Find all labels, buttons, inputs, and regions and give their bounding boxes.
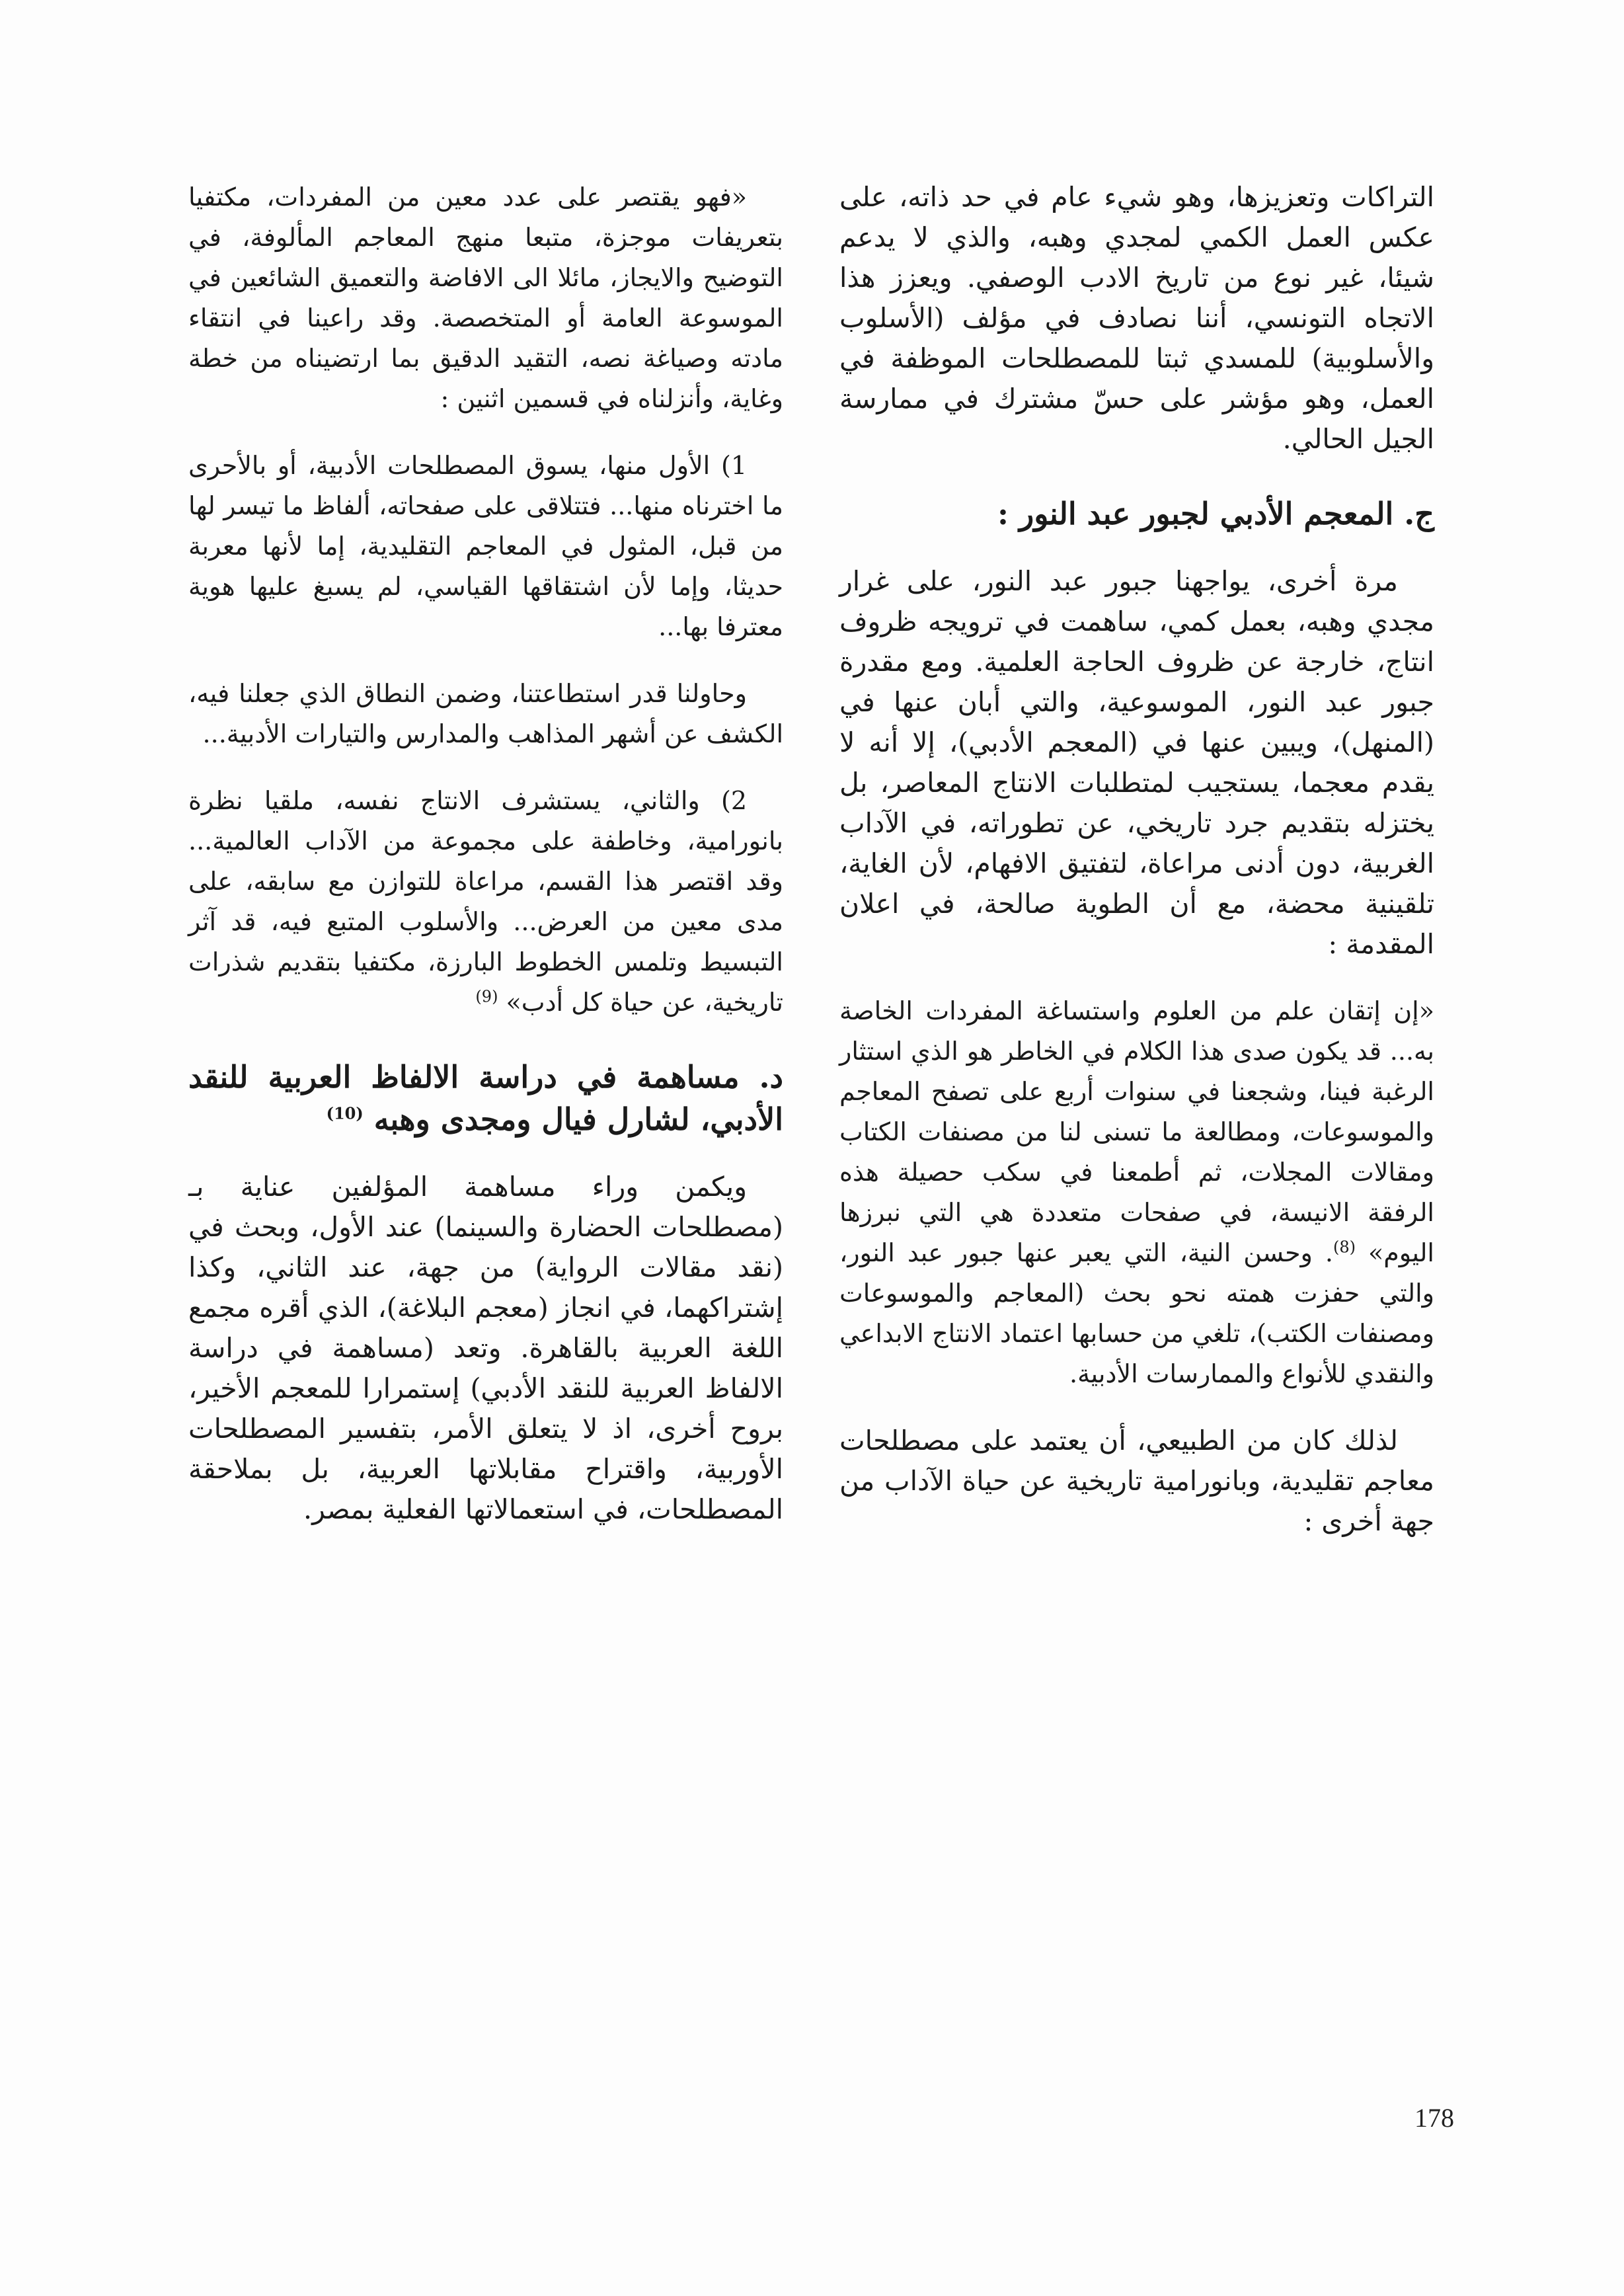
block-quote: 1) الأول منها، يسوق المصطلحات الأدبية، أو بالأحرى ما اخترناه منها... فتتلاقى على صفحاته، ألفاظ ما تيسر لها من قبل، المثول في المعاجم التقليدية، إما لأنها معربة حديثا، وإما لأن اشتقاقها القياسي، لم يسبغ عليها هوية معترفا بها... — [188, 451, 783, 641]
section-heading — [188, 1056, 783, 1140]
quote-text: «إن إتقان علم من العلوم واستساغة المفردات الخاصة به... قد يكون صدى هذا الكلام في الخاطر هو الذي استثار الرغبة فينا، وشجعنا في سنوات أربع على تصفح المعاجم والموسوعات، ومطالعة ما تسنى لنا من مصنفات الكتاب ومقالات المجلات، ثم أطمعنا في سكب حصيلة هذه الرفقة الانيسة، في صفحات متعددة هي التي نبرزها اليوم» — [839, 996, 1434, 1267]
section-heading: ج. المعجم الأدبي لجبور عبد النور : — [997, 496, 1434, 532]
footnote-ref: (10) — [326, 1103, 364, 1123]
page-number: 178 — [1414, 2103, 1454, 2133]
heading-text: د. مساهمة في دراسة الالفاظ العربية للنقد الأدبي، لشارل فيال ومجدى وهبه — [188, 1059, 783, 1137]
paragraph: لذلك كان من الطبيعي، أن يعتمد على مصطلحات معاجم تقليدية، وبانورامية تاريخية عن حياة الآداب من جهة أخرى : — [839, 1425, 1434, 1537]
paragraph: ويكمن وراء مساهمة المؤلفين عناية بـ (مصطلحات الحضارة والسينما) عند الأول، وبحث في (نقد مقالات الرواية) من جهة، عند الثاني، وكذا إشتراكهما، في انجاز (معجم البلاغة)، الذي أقره مجمع اللغة العربية بالقاهرة. وتعد (مساهمة في دراسة الالفاظ العربية للنقد الأدبي) إستمرارا للمعجم الأخير، بروح أخرى، اذ لا يتعلق الأمر، بتفسير المصطلحات الأوربية، واقتراح مقابلاتها العربية، بل بملاحقة المصطلحات، في استعمالاتها الفعلية بمصر. — [188, 1171, 783, 1525]
quote-continuation: . وحسن النية، التي يعبر عنها جبور عبد النور، والتي حفزت همته نحو بحث (المعاجم والموسوعات ومصنفات الكتب)، تلغي من حسابها اعتماد الانتاج الابداعي والنقدي للأنواع والممارسات الأدبية. — [839, 1238, 1434, 1388]
footnote-ref: (8) — [1333, 1238, 1356, 1257]
paragraph: مرة أخرى، يواجهنا جبور عبد النور، على غرار مجدي وهبه، بعمل كمي، ساهمت في ترويجه ظروف انتاج، خارجة عن ظروف الحاجة العلمية. ومع مقدرة جبور عبد النور، الموسوعية، والتي أبان عنها في (المنهل)، ويبين عنها في (المعجم الأدبي)، إلا أنه لا يقدم معجما، يستجيب لمتطلبات الانتاج المعاصر، بل يختزله بتقديم جرد تاريخي، عن تطوراته، في الآداب الغربية، دون أدنى مراعاة، لتفتيق الافهام، لأن الغاية، تلقينية محضة، مع أن الطوية صالحة، في اعلان المقدمة : — [839, 565, 1434, 960]
block-quote — [188, 781, 783, 1023]
quote-text: 2) والثاني، يستشرف الانتاج نفسه، ملقيا نظرة بانورامية، وخاطفة على مجموعة من الآداب العالمية... وقد اقتصر هذا القسم، مراعاة للتوازن مع سابقه، على مدى معين من العرض... والأسلوب المتبع فيه، قد آثر التبسيط وتلمس الخطوط البارزة، مكتفيا بتقديم شذرات تاريخية، عن حياة كل أدب» — [188, 786, 783, 1017]
block-quote: «فهو يقتصر على عدد معين من المفردات، مكتفيا بتعريفات موجزة، متبعا منهج المعاجم المألوفة، في التوضيح والايجاز، مائلا الى الافاضة والتعميق الشائعين في الموسوعة العامة أو المتخصصة. وقد راعينا في انتقاء مادته وصياغة نصه، التقيد الدقيق بما ارتضيناه من خطة وغاية، وأنزلناه في قسمين اثنين : — [188, 182, 783, 413]
paragraph: التراكات وتعزيزها، وهو شيء عام في حد ذاته، على عكس العمل الكمي لمجدي وهبه، والذي لا يدعم شيئا، غير نوع من تاريخ الادب الوصفي. ويعزز هذا الاتجاه التونسي، أننا نصادف في مؤلف (الأسلوب والأسلوبية) للمسدي ثبتا للمصطلحات الموظفة في العمل، وهو مؤشر على حسّ مشترك في ممارسة الجيل الحالي. — [839, 181, 1434, 455]
left-column — [188, 177, 783, 1556]
block-quote — [839, 991, 1434, 1394]
right-column — [839, 177, 1434, 1568]
footnote-ref: (9) — [475, 987, 498, 1006]
block-quote: وحاولنا قدر استطاعتنا، وضمن النطاق الذي جعلنا فيه، الكشف عن أشهر المذاهب والمدارس والتيارات الأدبية... — [188, 679, 783, 748]
